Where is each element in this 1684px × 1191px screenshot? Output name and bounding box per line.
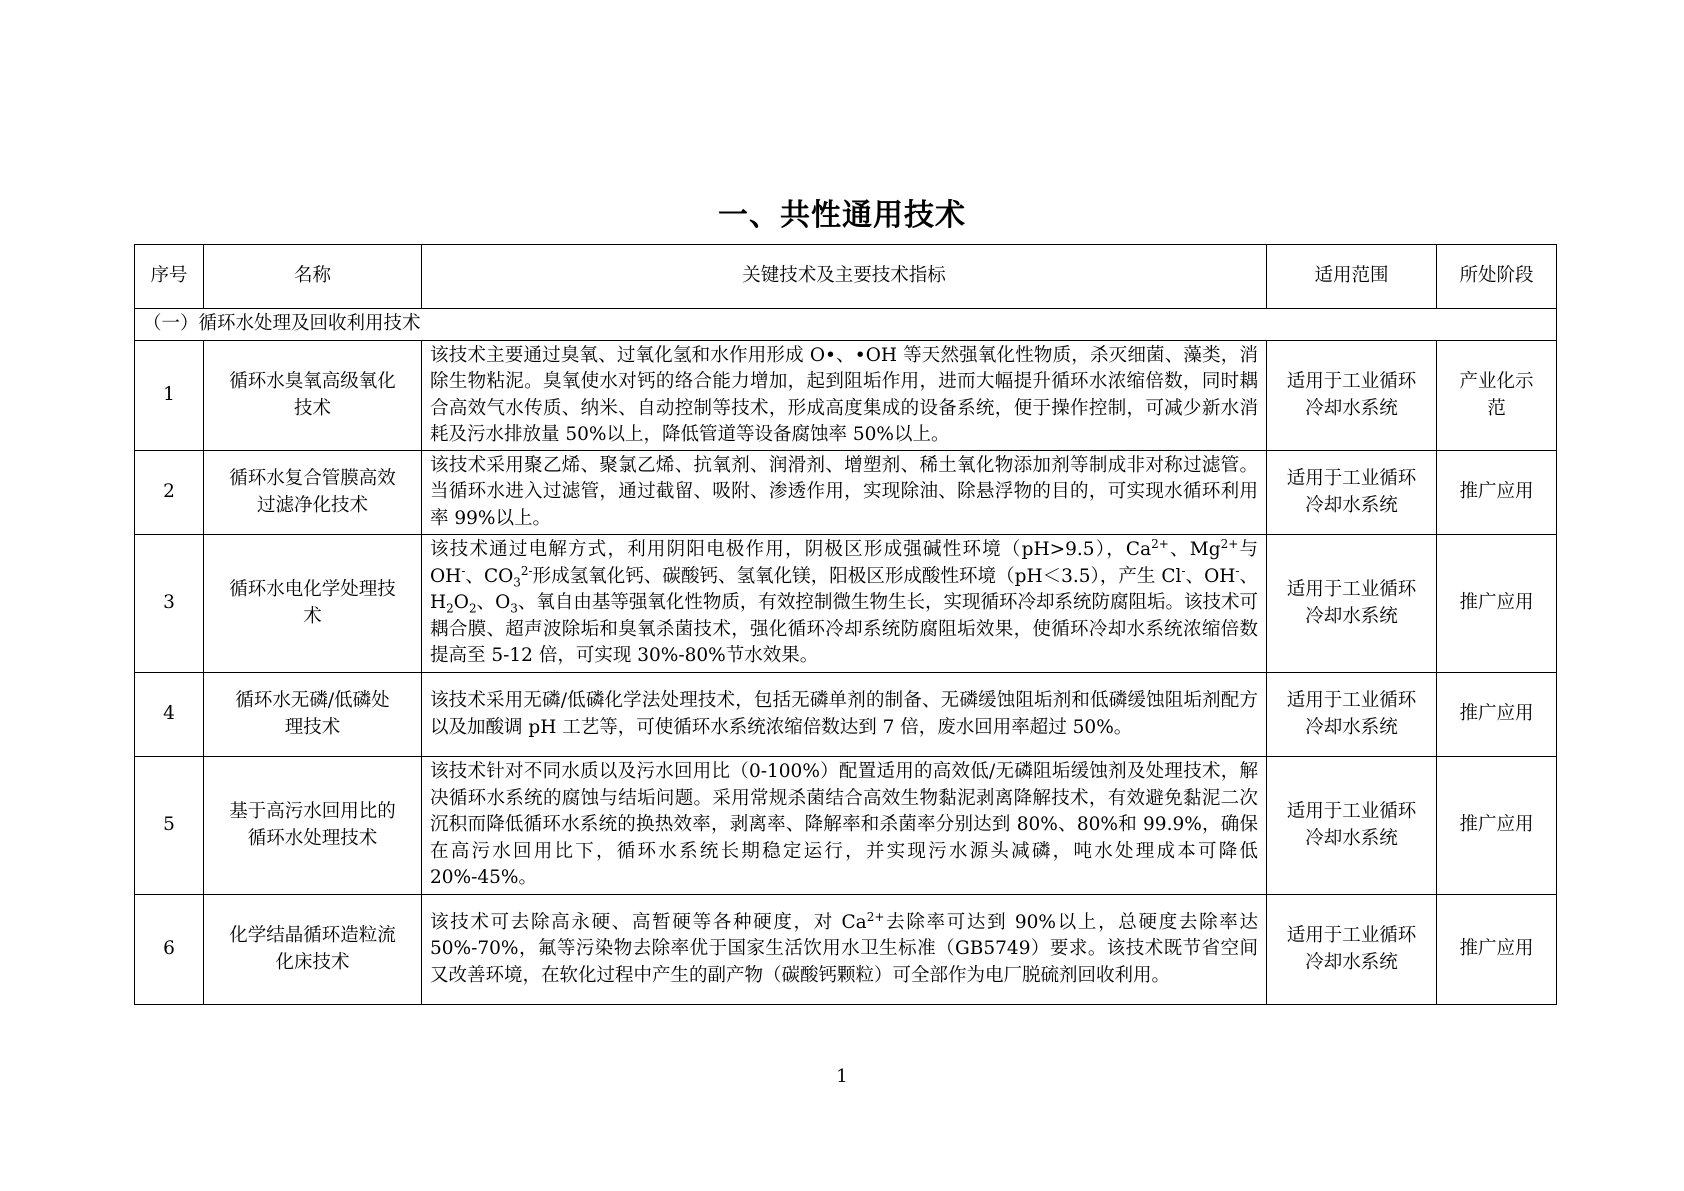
row-desc: 该技术针对不同水质以及污水回用比（0-100%）配置适用的高效低/无磷阻垢缓蚀剂及处理技术，解决循环水系统的腐蚀与结垢问题。采用常规杀菌结合高效生物黏泥剥离降解技术，有效避免黏泥二次沉积而降低循环水系统的换热效率，剥离率、降解率和杀菌率分别达到 80%、80%和 99.9%，确保在高污水回用比下，循环水系统长期稳定运行，并实现污水源头减磷，吨水处理成本可降低 20%-45%。 bbox=[422, 757, 1267, 895]
table-row bbox=[135, 757, 1557, 895]
row-no: 5 bbox=[135, 757, 204, 895]
header-desc: 关键技术及主要技术指标 bbox=[422, 245, 1267, 309]
row-no: 1 bbox=[135, 341, 204, 451]
row-scope: 适用于工业循环冷却水系统 bbox=[1267, 673, 1437, 757]
row-scope: 适用于工业循环冷却水系统 bbox=[1267, 535, 1437, 673]
row-no: 3 bbox=[135, 535, 204, 673]
section-title: （一）循环水处理及回收利用技术 bbox=[135, 309, 1557, 341]
section-row bbox=[135, 309, 1557, 341]
row-stage: 推广应用 bbox=[1437, 535, 1557, 673]
row-stage: 推广应用 bbox=[1437, 895, 1557, 1005]
row-name: 循环水电化学处理技术 bbox=[204, 535, 422, 673]
technology-table bbox=[134, 244, 1557, 1005]
row-stage: 推广应用 bbox=[1437, 757, 1557, 895]
table-row bbox=[135, 673, 1557, 757]
row-name: 循环水复合管膜高效过滤净化技术 bbox=[204, 451, 422, 535]
row-scope: 适用于工业循环冷却水系统 bbox=[1267, 341, 1437, 451]
row-name: 循环水臭氧高级氧化技术 bbox=[204, 341, 422, 451]
row-stage: 产业化示范 bbox=[1437, 341, 1557, 451]
row-no: 2 bbox=[135, 451, 204, 535]
row-desc: 该技术采用无磷/低磷化学法处理技术，包括无磷单剂的制备、无磷缓蚀阻垢剂和低磷缓蚀阻垢剂配方以及加酸调 pH 工艺等，可使循环水系统浓缩倍数达到 7 倍，废水回用率超过 50%。 bbox=[422, 673, 1267, 757]
row-scope: 适用于工业循环冷却水系统 bbox=[1267, 451, 1437, 535]
row-name: 基于高污水回用比的循环水处理技术 bbox=[204, 757, 422, 895]
row-scope: 适用于工业循环冷却水系统 bbox=[1267, 757, 1437, 895]
row-desc: 该技术采用聚乙烯、聚氯乙烯、抗氧剂、润滑剂、增塑剂、稀土氧化物添加剂等制成非对称过滤管。当循环水进入过滤管，通过截留、吸附、渗透作用，实现除油、除悬浮物的目的，可实现水循环利用率 99%以上。 bbox=[422, 451, 1267, 535]
row-desc: 该技术主要通过臭氧、过氧化氢和水作用形成 O•、•OH 等天然强氧化性物质，杀灭细菌、藻类，消除生物粘泥。臭氧使水对钙的络合能力增加，起到阻垢作用，进而大幅提升循环水浓缩倍数，同时耦合高效气水传质、纳米、自动控制等技术，形成高度集成的设备系统，便于操作控制，可减少新水消耗及污水排放量 50%以上，降低管道等设备腐蚀率 50%以上。 bbox=[422, 341, 1267, 451]
row-no: 4 bbox=[135, 673, 204, 757]
table-header-row bbox=[135, 245, 1557, 309]
header-scope: 适用范围 bbox=[1267, 245, 1437, 309]
table-row bbox=[135, 535, 1557, 673]
row-desc: 该技术通过电解方式，利用阴阳电极作用，阴极区形成强碱性环境（pH>9.5），$Ca^{2+}$、$Mg^{2+}$与 OH-、$CO_3^{2-}$形成氢氧化钙、碳酸钙、氢氧化镁，阳极区形成酸性环境（pH＜3.5），产生 Cl-、OH-、$H_2O_2$、$O_3$、氧自由基等强氧化性物质，有效控制微生物生长，实现循环冷却系统防腐阻垢。该技术可耦合膜、超声波除垢和臭氧杀菌技术，强化循环冷却系统防腐阻垢效果，使循环冷却水系统浓缩倍数提高至 5-12 倍，可实现 30%-80%节水效果。 bbox=[422, 535, 1267, 673]
row-scope: 适用于工业循环冷却水系统 bbox=[1267, 895, 1437, 1005]
header-name: 名称 bbox=[204, 245, 422, 309]
table-row bbox=[135, 451, 1557, 535]
row-no: 6 bbox=[135, 895, 204, 1005]
table-row bbox=[135, 895, 1557, 1005]
page-title: 一、共性通用技术 bbox=[718, 198, 966, 233]
header-stage: 所处阶段 bbox=[1437, 245, 1557, 309]
header-no: 序号 bbox=[135, 245, 204, 309]
page-number: 1 bbox=[836, 1066, 848, 1087]
row-desc: 该技术可去除高永硬、高暂硬等各种硬度，对 $Ca^{2+}$去除率可达到 90%以上，总硬度去除率达 50%-70%，氟等污染物去除率优于国家生活饮用水卫生标准（GB5749）要求。该技术既节省空间又改善环境，在软化过程中产生的副产物（碳酸钙颗粒）可全部作为电厂脱硫剂回收利用。 bbox=[422, 895, 1267, 1005]
row-stage: 推广应用 bbox=[1437, 673, 1557, 757]
row-name: 化学结晶循环造粒流化床技术 bbox=[204, 895, 422, 1005]
table-row bbox=[135, 341, 1557, 451]
row-name: 循环水无磷/低磷处理技术 bbox=[204, 673, 422, 757]
row-stage: 推广应用 bbox=[1437, 451, 1557, 535]
